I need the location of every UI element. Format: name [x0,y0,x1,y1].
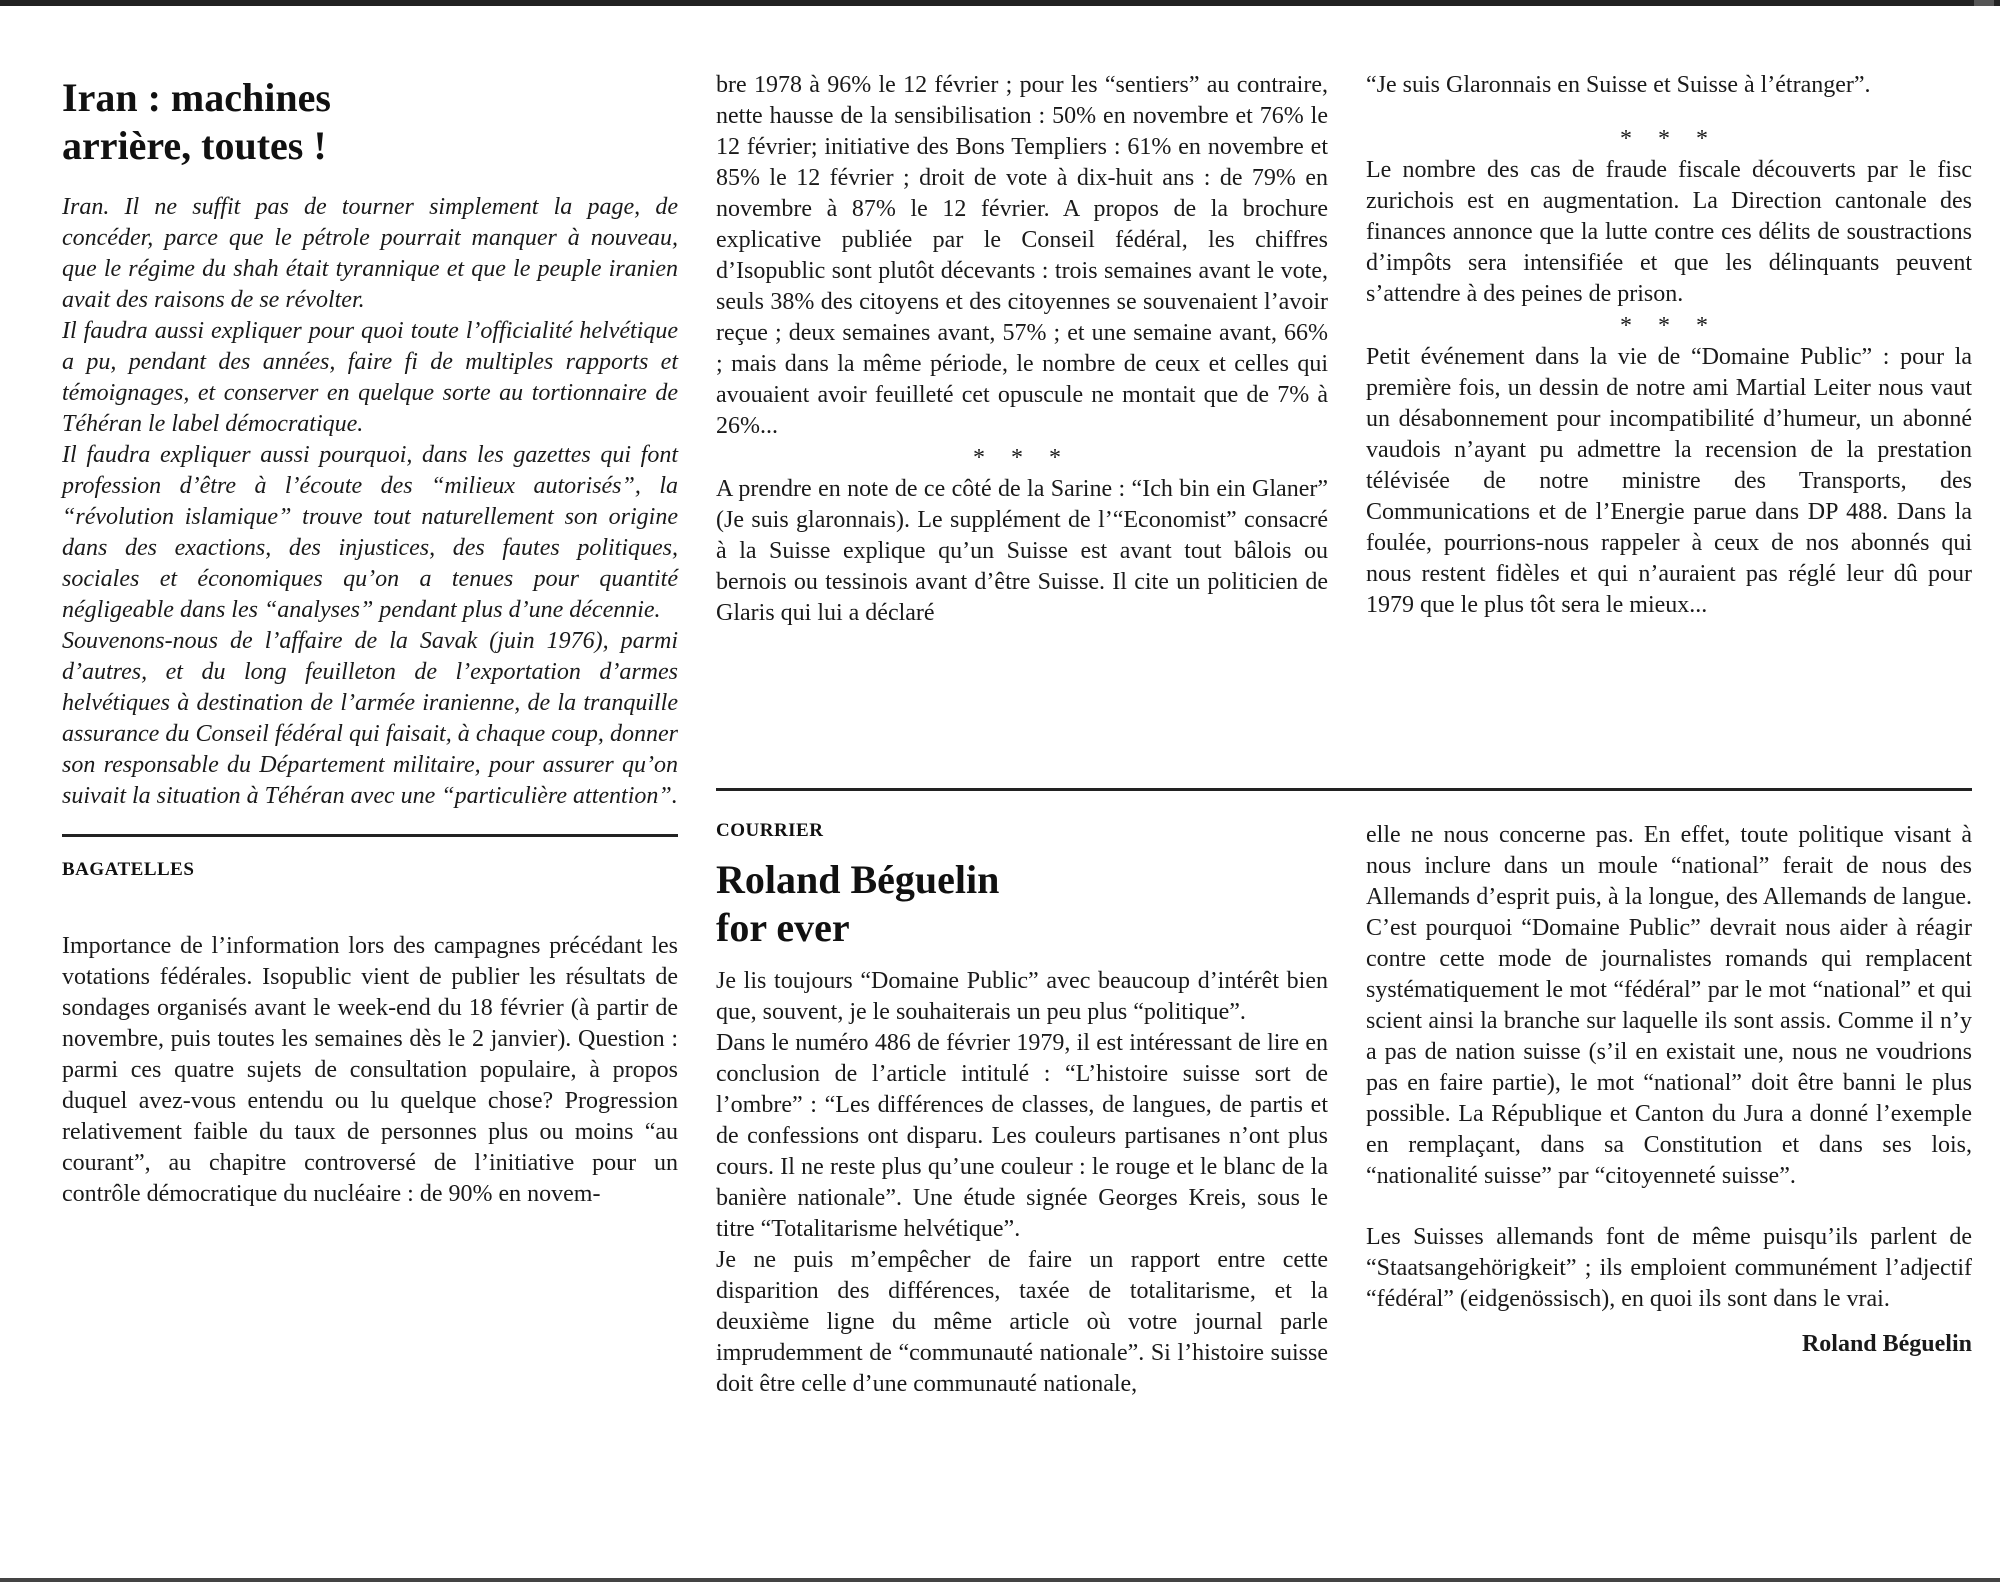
courrier-paragraph: Les Suisses allemands font de même puisqu’ils parlent de “Staatsangehörigkeit” ; ils emploient communément l’adjectif “fédéral” (eidgenössisch), en quoi ils sont dans le vrai. [1366,1224,1972,1312]
column-right-top [1366,70,1972,621]
section-stars: * * * [1620,313,1718,339]
iran-title-line2: arrière, toutes ! [62,123,327,168]
bagatelles-kicker: BAGATELLES [62,859,195,880]
courrier-paragraph: Je ne puis m’empêcher de faire un rapport entre cette disparition des différences, taxée de totalitarisme, et la deuxième ligne du même article où votre journal parle imprudemment de “communauté nationale”. Si l’histoire suisse doit être celle d’une communauté nationale, [716,1247,1328,1397]
section-divider [716,788,1972,791]
top-edge-rule [0,0,2000,6]
iran-title-line1: Iran : machines [62,75,331,120]
iran-paragraph: Il faudra expliquer aussi pourquoi, dans les gazettes qui font profession d’être à l’écoute des “milieux autorisés”, la “révolution islamique” trouve tout naturellement son origine dans des exactions, des injustices, des fautes politiques, sociales et économiques qu’on a tenues pour quantité négligeable dans les “analyses” pendant plus d’une décennie. [62,442,678,623]
iran-paragraph: Souvenons-nous de l’affaire de la Savak (juin 1976), parmi d’autres, et du long feuilleton de l’exportation d’armes helvétiques à destination de l’armée iranienne, de la tranquille assurance du Conseil fédéral qui faisait, à chaque coup, donner son responsable du Département militaire, pour assurer qu’on suivait la situation à Téhéran avec une “particulière attention”. [62,628,678,809]
courrier-title-line1: Roland Béguelin [716,857,1000,902]
courrier-paragraph: Je lis toujours “Domaine Public” avec beaucoup d’intérêt bien que, souvent, je le souhaiterais un peu plus “politique”. [716,968,1328,1025]
courrier-title-line2: for ever [716,905,850,950]
section-stars: * * * [973,445,1071,471]
bagatelles-paragraph: Le nombre des cas de fraude fiscale découverts par le fisc zurichois est en augmentation. La Direction cantonale des finances annonce que la lutte contre ces délits de soustractions d’impôts sera intensifiée et que les délinquants peuvent s’attendre à des peines de prison. [1366,157,1972,307]
column-middle-bottom [716,820,1328,1400]
courrier-paragraph-continued: elle ne nous concerne pas. En effet, toute politique visant à nous inclure dans un moule “national” ferait de nous des Allemands d’esprit puis, à la longue, des Allemands de langue. C’est pourquoi “Domaine Public” devrait nous aider à réagir contre cette mode de journalistes romands qui remplacent systématiquement le mot “fédéral” par le mot “national” et qui scient ainsi la branche sur laquelle ils sont assis. Comme il n’y a pas de nation suisse (s’il en existait une, nous ne voudrions pas en faire partie), le mot “national” doit être banni le plus possible. La République et Canton du Jura a donné l’exemple en remplaçant, dans sa Constitution et dans ses lois, “nationalité suisse” par “citoyenneté suisse”. [1366,822,1972,1189]
bagatelles-paragraph: Petit événement dans la vie de “Domaine Public” : pour la première fois, un dessin de notre ami Martial Leiter nous vaut un désabonnement pour incompatibilité d’humeur, un abonné vaudois n’ayant pu admettre la recension de la prestation télévisée de notre ministre des Transports, des Communications et de l’Energie parue dans DP 488. Dans la foulée, pourrions-nous rappeler à ceux de nos abonnés qui nous restent fidèles et qui n’auraient pas réglé leur dû pour 1979 que le plus tôt sera le mieux... [1366,344,1972,618]
bagatelles-paragraph-continued: “Je suis Glaronnais en Suisse et Suisse à l’étranger”. [1366,72,1871,98]
author-signature: Roland Béguelin [1801,1331,1972,1357]
column-middle-top [716,70,1328,629]
bottom-edge-rule [0,1578,2000,1582]
edge-mark [1974,0,1994,6]
courrier-paragraph: Dans le numéro 486 de février 1979, il est intéressant de lire en conclusion de l’article intitulé : “L’histoire suisse sort de l’ombre” : “Les différences de classes, de langues, de partis et de confessions ont disparu. Les couleurs partisanes n’ont plus cours. Il ne reste plus qu’une couleur : le rouge et le blanc de la banière nationale”. Une étude signée Georges Kreis, sous le titre “Totalitarisme helvétique”. [716,1030,1328,1242]
iran-headline [62,74,678,170]
bagatelles-paragraph-continued: bre 1978 à 96% le 12 février ; pour les “sentiers” au contraire, nette hausse de la sensibilisation : 50% en novembre et 76% le 12 février; initiative des Bons Templiers : 61% en novembre et 85% le 12 février ; droit de vote à dix-huit ans : de 79% en novembre à 87% le 12 février. A propos de la brochure explicative publiée par le Conseil fédéral, les chiffres d’Isopublic sont plutôt décevants : trois semaines avant le vote, seuls 38% des citoyens et des citoyennes se souvenaient l’avoir reçue ; deux semaines avant, 57% ; et une semaine avant, 66% ; mais dans la même période, le nombre de ceux et celles qui avouaient avoir feuilleté cet opuscule ne montait que de 7% à 26%... [716,72,1328,439]
column-right-bottom [1366,820,1972,1360]
iran-paragraph: Iran. Il ne suffit pas de tourner simplement la page, de concéder, parce que le pétrole pourrait manquer à nouveau, que le régime du shah était tyrannique et que le peuple iranien avait des raisons de se révolter. [62,194,678,313]
iran-paragraph: Il faudra aussi expliquer pour quoi toute l’officialité helvétique a pu, pendant des années, faire fi de multiples rapports et témoignages, et conserver en quelque sorte au tortionnaire de Téhéran le label démocratique. [62,318,678,437]
bagatelles-paragraph: Importance de l’information lors des campagnes précédant les votations fédérales. Isopublic vient de publier les résultats de sondages organisés avant le week-end du 18 février (à partir de novembre, puis toutes les semaines dès le 2 janvier). Question : parmi ces quatre sujets de consultation populaire, à propos duquel avez-vous entendu ou lu quelque chose? Progression relativement faible du taux de personnes plus ou moins “au courant”, au chapitre controversé de l’initiative pour un contrôle démocratique du nucléaire : de 90% en novem- [62,933,678,1207]
courrier-kicker: COURRIER [716,820,824,841]
column-left [62,70,678,1210]
courrier-headline [716,856,1328,952]
section-stars: * * * [1620,126,1718,152]
bagatelles-paragraph: A prendre en note de ce côté de la Sarine : “Ich bin ein Glaner” (Je suis glaronnais). Le supplément de l’“Economist” consacré à la Suisse explique qu’un Suisse est avant tout bâlois ou bernois ou tessinois avant d’être Suisse. Il cite un politicien de Glaris qui lui a déclaré [716,476,1328,626]
